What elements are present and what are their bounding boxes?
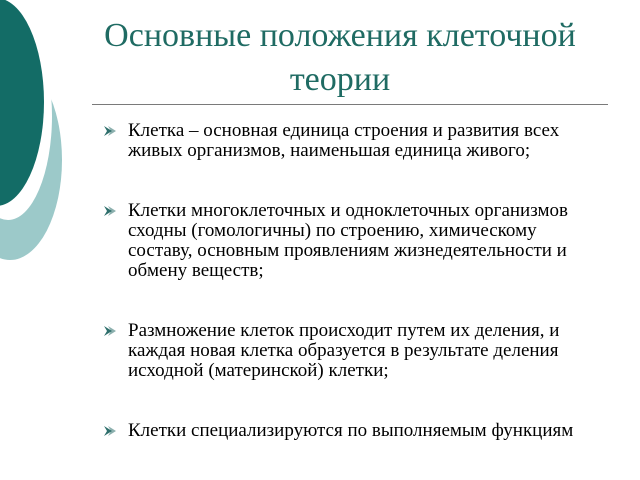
arrow-bullet-icon bbox=[102, 423, 118, 439]
bullet-text: Клетка – основная единица строения и развития всех живых организмов, наименьшая единица живого; bbox=[128, 120, 560, 161]
arrow-bullet-icon bbox=[102, 123, 118, 139]
arrow-bullet-icon bbox=[102, 323, 118, 339]
bullet-item bbox=[102, 421, 602, 441]
bullet-text: Клетки многоклеточных и одноклеточных организмов сходны (гомологичны) по строению, химическому составу, основным проявлениям жизнедеятельности и обмену веществ; bbox=[128, 200, 568, 281]
bullet-list bbox=[102, 121, 602, 441]
bullet-item bbox=[102, 321, 602, 381]
bullet-text: Размножение клеток происходит путем их деления, и каждая новая клетка образуется в результате деления исходной (материнской) клетки; bbox=[128, 320, 560, 381]
bullet-item bbox=[102, 121, 602, 161]
slide-title: Основные положения клеточной теории bbox=[104, 17, 576, 98]
bullet-text: Клетки специализируются по выполняемым функциям bbox=[128, 420, 574, 441]
bullet-item bbox=[102, 201, 602, 281]
arrow-bullet-icon bbox=[102, 203, 118, 219]
title-divider bbox=[92, 104, 608, 105]
